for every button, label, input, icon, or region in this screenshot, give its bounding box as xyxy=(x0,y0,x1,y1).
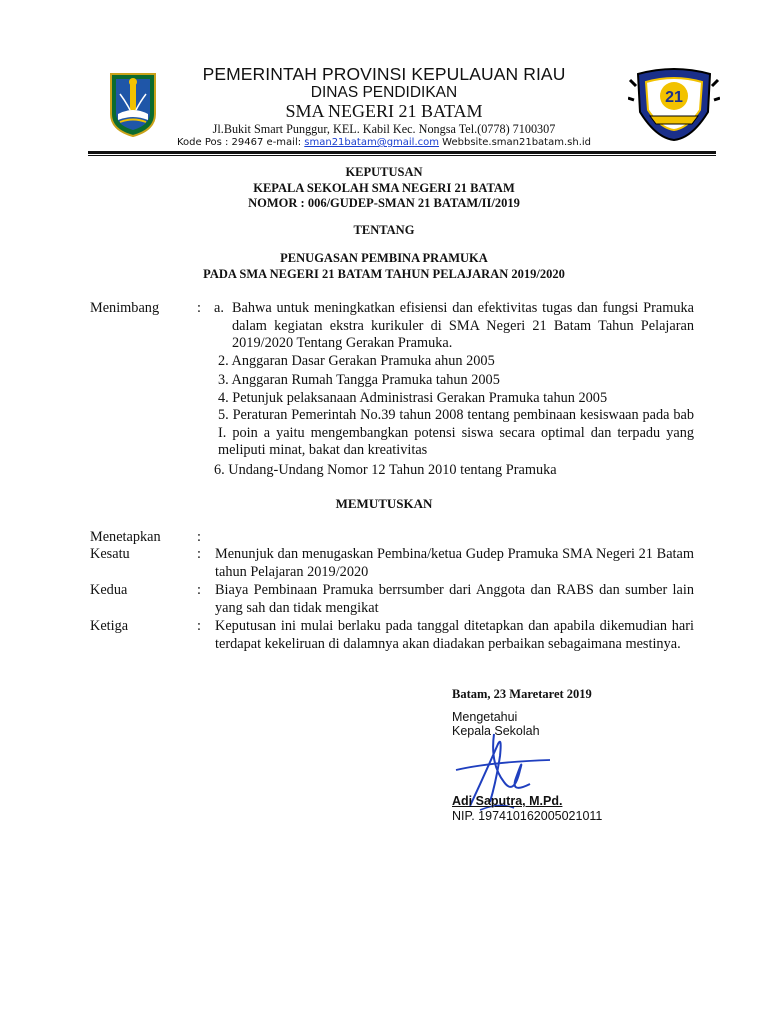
decree-subject-line1: PENUGASAN PEMBINA PRAMUKA xyxy=(280,251,488,265)
header-divider-thick xyxy=(88,151,716,154)
department-name: DINAS PENDIDIKAN xyxy=(310,84,458,101)
decree-subject-line2: PADA SMA NEGERI 21 BATAM TAHUN PELAJARAN 2019/2020 xyxy=(203,267,565,281)
place-date: Batam, 23 Maretaret 2019 xyxy=(452,687,592,701)
decree-about: TENTANG xyxy=(353,223,415,237)
menimbang-item-a-marker: a. xyxy=(214,300,224,316)
school-address: Jl.Bukit Smart Punggur, KEL. Kabil Kec. Nongsa Tel.(0778) 7100307 xyxy=(212,122,556,136)
email-link[interactable]: sman21batam@gmail.com xyxy=(304,137,439,148)
school-logo-number: 21 xyxy=(665,89,683,106)
menimbang-item-a: Bahwa untuk meningkatkan efisiensi dan efektivitas tugas dan fungsi Pramuka dalam kegiatan ekstra kurikuler di SMA Negeri 21 Batam Tahun Pelajaran 2019/2020 Tentang Gerakan Pramuka. xyxy=(232,300,694,352)
decision-heading: MEMUTUSKAN xyxy=(335,496,433,511)
signature-title: Kepala Sekolah xyxy=(452,724,540,738)
government-name: PEMERINTAH PROVINSI KEPULAUAN RIAU xyxy=(202,64,566,84)
menimbang-item-3: 3. Anggaran Rumah Tangga Pramuka tahun 2005 xyxy=(218,372,500,388)
signature-block xyxy=(450,710,630,828)
kedua-colon: : xyxy=(197,582,201,598)
menimbang-item-5: 5. Peraturan Pemerintah No.39 tahun 2008 tentang pembinaan kesiswaan pada bab I. poin a yaitu mengembangkan potensi siswa secara optimal dan terpadu yang meliputi minat, bakat dan kreativitas xyxy=(218,407,694,459)
menimbang-colon: : xyxy=(197,300,201,316)
menimbang-item-6: 6. Undang-Undang Nomor 12 Tahun 2010 tentang Pramuka xyxy=(214,462,557,478)
decree-title: KEPUTUSAN xyxy=(345,165,423,179)
kesatu-label: Kesatu xyxy=(90,546,130,562)
ketiga-colon: : xyxy=(197,618,201,634)
signatory-name: Adi Saputra, M.Pd. xyxy=(452,794,563,808)
signature-acknowledged: Mengetahui xyxy=(452,710,518,724)
decree-number: NOMOR : 006/GUDEP-SMAN 21 BATAM/II/2019 xyxy=(248,196,520,210)
menimbang-label: Menimbang xyxy=(90,300,160,316)
menimbang-item-4: 4. Petunjuk pelaksanaan Administrasi Gerakan Pramuka tahun 2005 xyxy=(218,390,608,406)
kesatu-text: Menunjuk dan menugaskan Pembina/ketua Gudep Pramuka SMA Negeri 21 Batam tahun Pelajaran 2019/2020 xyxy=(215,546,694,580)
postal-code: Kode Pos : 29467 e-mail: xyxy=(176,137,305,148)
kedua-label: Kedua xyxy=(90,582,128,598)
school-contact xyxy=(0,137,768,148)
menetapkan-label: Menetapkan xyxy=(90,529,161,545)
menimbang-item-2: 2. Anggaran Dasar Gerakan Pramuka ahun 2005 xyxy=(218,353,495,369)
signatory-nip: NIP. 197410162005021011 xyxy=(452,809,603,823)
header-divider-thin xyxy=(88,155,716,156)
menetapkan-colon: : xyxy=(197,529,201,545)
website: Webbsite.sman21batam.sh.id xyxy=(439,137,592,148)
kesatu-colon: : xyxy=(197,546,201,562)
kedua-text: Biaya Pembinaan Pramuka berrsumber dari Anggota dan RABS dan sumber lain yang sah dan tidak mengikat xyxy=(215,582,694,616)
school-name: SMA NEGERI 21 BATAM xyxy=(285,101,483,121)
ketiga-text: Keputusan ini mulai berlaku pada tanggal ditetapkan dan apabila dikemudian hari terdapat kekeliruan di dalamnya akan diadakan perbaikan sebagaimana mestinya. xyxy=(215,618,694,652)
ketiga-label: Ketiga xyxy=(90,618,129,634)
decree-issuer: KEPALA SEKOLAH SMA NEGERI 21 BATAM xyxy=(253,181,515,195)
